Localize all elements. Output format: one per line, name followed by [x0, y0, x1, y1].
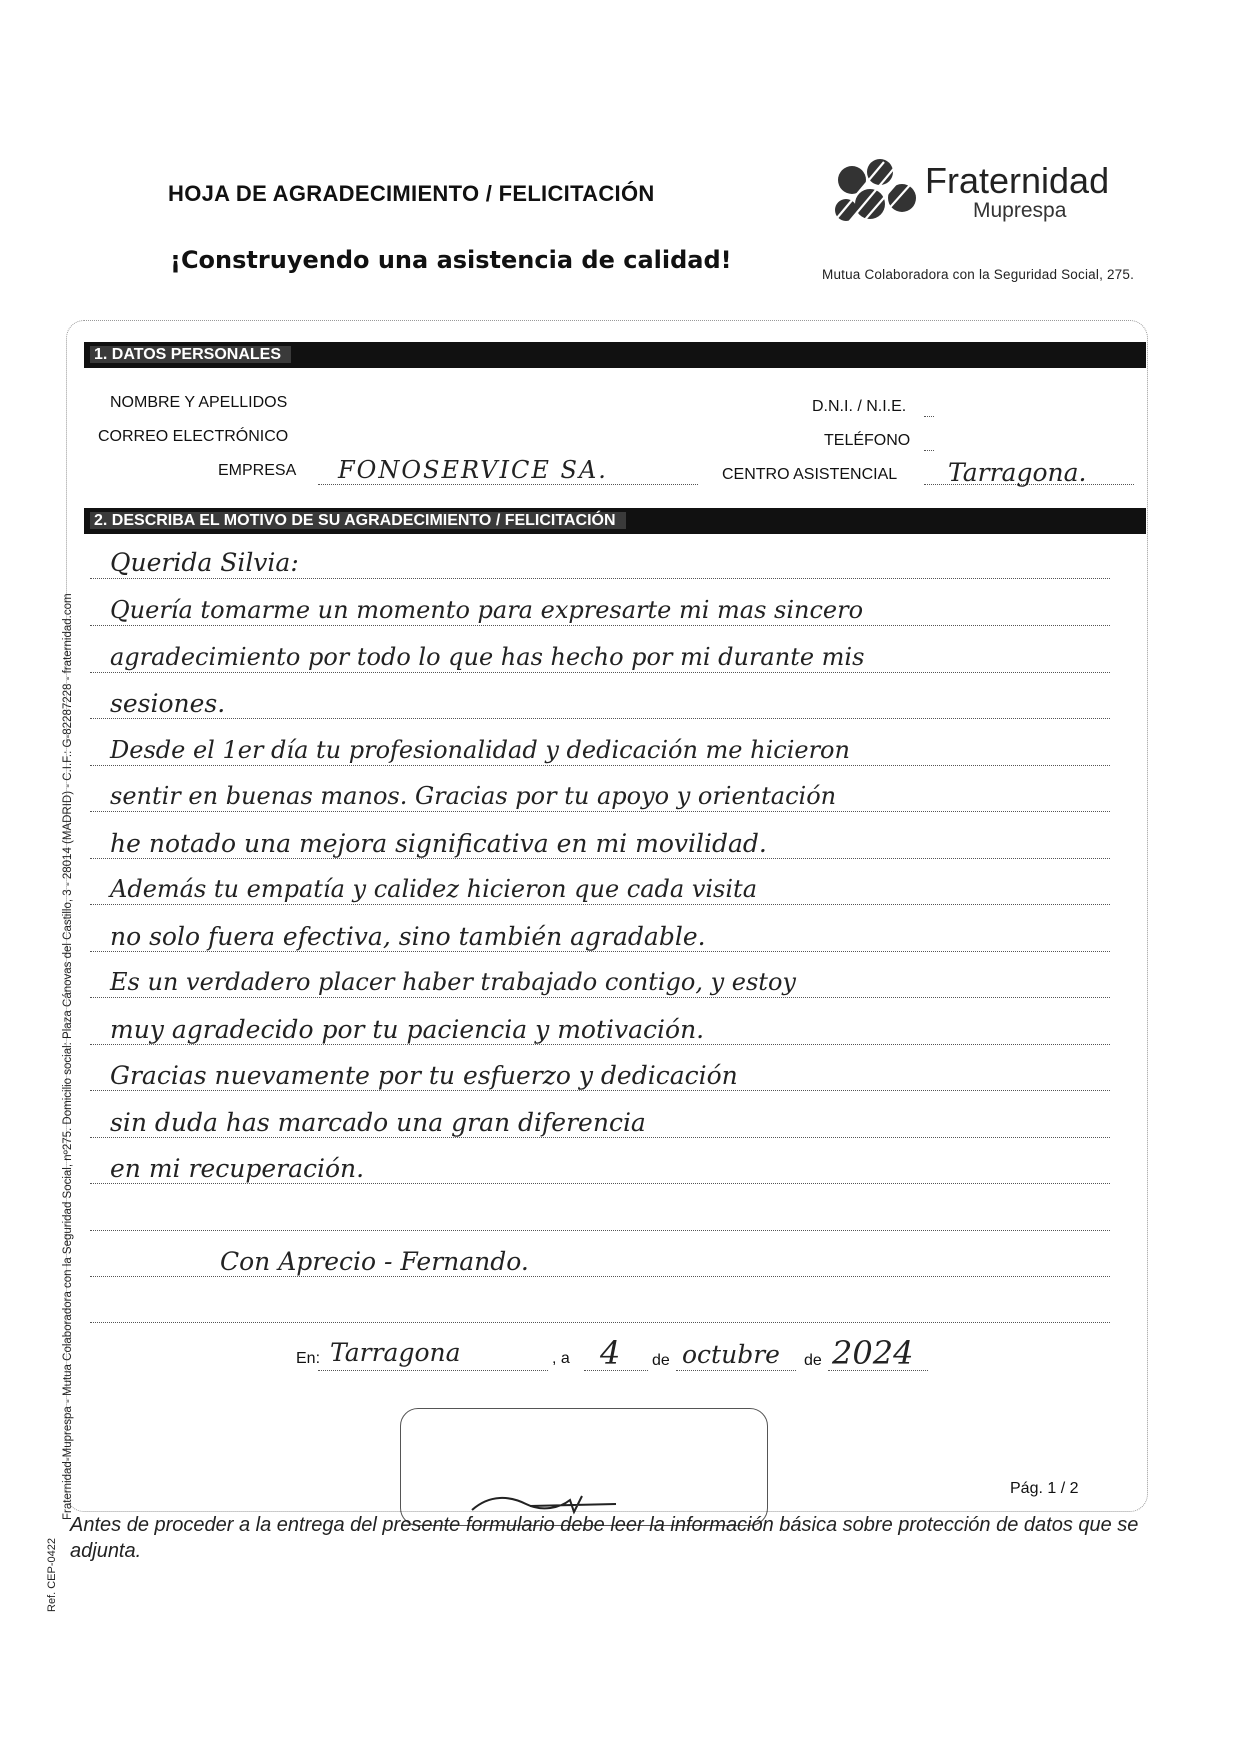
form-title: HOJA DE AGRADECIMIENTO / FELICITACIÓN: [168, 181, 655, 206]
ruled-line: [90, 1090, 1110, 1091]
year-value: 2024: [832, 1334, 914, 1372]
ruled-line: [90, 1322, 1110, 1323]
message-line: Gracias nuevamente por tu esfuerzo y dedicación: [110, 1061, 738, 1090]
section-2-header: [84, 508, 1146, 534]
telefono-label: TELÉFONO: [824, 432, 911, 449]
message-signoff: Con Aprecio - Fernando.: [220, 1247, 529, 1276]
ruled-line: [90, 904, 1110, 905]
message-line: agradecimiento por todo lo que has hecho por mi durante mis: [110, 643, 865, 671]
ruled-line: [90, 718, 1110, 719]
ruled-line: [90, 765, 1110, 766]
message-line: muy agradecido por tu paciencia y motivación.: [110, 1015, 705, 1044]
de-label-1: de: [652, 1352, 670, 1369]
reference-code: Ref. CEP-0422: [46, 1538, 58, 1612]
message-line: he notado una mejora significativa en mi movilidad.: [110, 829, 767, 858]
day-value: 4: [600, 1334, 621, 1372]
empresa-value: FONOSERVICE SA.: [338, 456, 608, 484]
city-value: Tarragona: [330, 1338, 461, 1367]
message-line: en mi recuperación.: [110, 1154, 365, 1183]
section-2-title: 2. DESCRIBA EL MOTIVO DE SU AGRADECIMIENTO / FELICITACIÓN: [90, 512, 626, 529]
ruled-line: [90, 997, 1110, 998]
message-line: sesiones.: [110, 689, 226, 718]
fraternidad-logo-icon: [822, 158, 932, 234]
legal-sidebar-text: Fraternidad-Muprespa - Mutua Colaboradora con la Seguridad Social, nº275. Domicilio social: Plaza Cánovas del Castillo, 3 - 28014 (MADRID) - C.I.F.: G-82287228 - fraternidad.com: [62, 593, 74, 1520]
message-line: no solo fuera efectiva, sino también agradable.: [110, 922, 706, 951]
message-line: sin duda has marcado una gran diferencia: [110, 1108, 646, 1137]
ruled-line: [90, 1044, 1110, 1045]
city-field[interactable]: [318, 1370, 548, 1371]
mutua-text: Mutua Colaboradora con la Seguridad Social, 275.: [822, 267, 1135, 282]
ruled-line: [90, 1137, 1110, 1138]
month-field[interactable]: [676, 1370, 796, 1371]
a-label: , a: [552, 1350, 570, 1367]
empresa-field[interactable]: [318, 484, 698, 485]
message-line: sentir en buenas manos. Gracias por tu apoyo y orientación: [110, 782, 837, 810]
message-line: Quería tomarme un momento para expresarte mi mas sincero: [110, 596, 864, 624]
de-label-2: de: [804, 1352, 822, 1369]
dni-field[interactable]: [924, 416, 934, 417]
message-line: Querida Silvia:: [110, 548, 299, 577]
ruled-line: [90, 672, 1110, 673]
ruled-line: [90, 951, 1110, 952]
dni-label: D.N.I. / N.I.E.: [812, 398, 907, 415]
ruled-line: [90, 1183, 1110, 1184]
page-number: Pág. 1 / 2: [1010, 1480, 1079, 1497]
section-1-header: [84, 342, 1146, 368]
brand-name: Fraternidad: [925, 160, 1110, 201]
ruled-line: [90, 1276, 1110, 1277]
centro-label: CENTRO ASISTENCIAL: [722, 466, 898, 483]
message-line: Es un verdadero placer haber trabajado contigo, y estoy: [110, 968, 796, 996]
form-subtitle: ¡Construyendo una asistencia de calidad!: [170, 246, 732, 274]
en-label: En:: [296, 1350, 321, 1367]
ruled-line: [90, 858, 1110, 859]
ruled-line: [90, 578, 1110, 579]
nombre-label: NOMBRE Y APELLIDOS: [110, 394, 288, 411]
correo-label: CORREO ELECTRÓNICO: [98, 428, 289, 445]
centro-value: Tarragona.: [948, 458, 1087, 487]
message-line: Además tu empatía y calidez hicieron que cada visita: [110, 875, 758, 903]
telefono-field[interactable]: [924, 450, 934, 451]
ruled-line: [90, 811, 1110, 812]
brand-subname: Muprespa: [973, 199, 1067, 222]
section-1-title: 1. DATOS PERSONALES: [90, 346, 291, 363]
privacy-note: Antes de proceder a la entrega del presente formulario debe leer la información básica sobre protección de datos que se adjunta.: [70, 1514, 1139, 1562]
ruled-line: [90, 1230, 1110, 1231]
month-value: octubre: [682, 1340, 780, 1369]
ruled-line: [90, 625, 1110, 626]
empresa-label: EMPRESA: [218, 462, 297, 479]
message-line: Desde el 1er día tu profesionalidad y dedicación me hicieron: [110, 736, 850, 764]
